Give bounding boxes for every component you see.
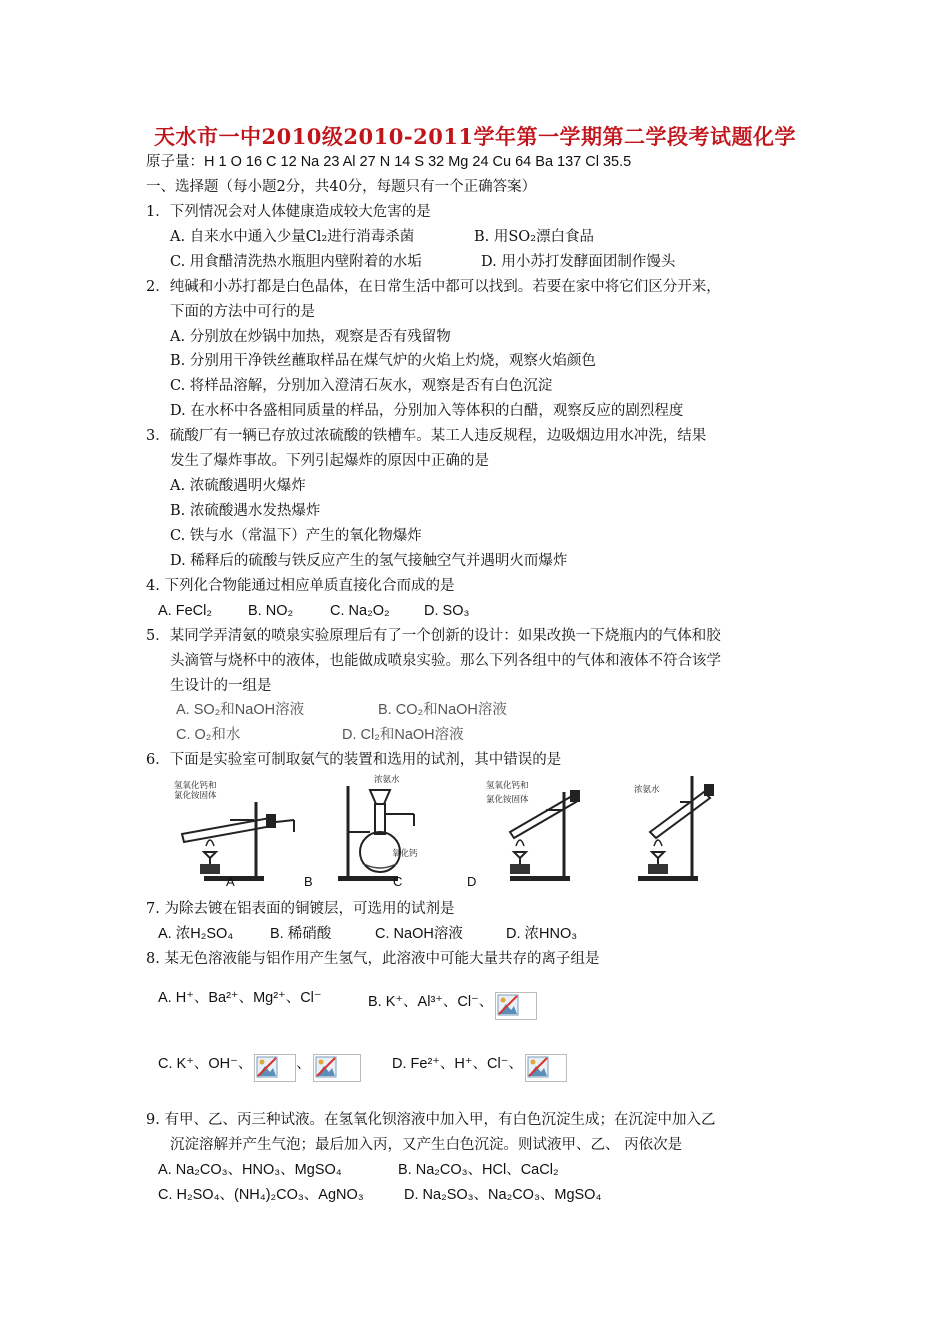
q4-option-d: D. SO₃ [424,603,470,619]
apparatus-c-label-1: 氢氧化钙和 [486,781,529,791]
missing-image-icon [495,992,537,1020]
q9-stem-1: 9. 有甲、乙、丙三种试液。在氢氧化钡溶液中加入甲，有白色沉淀生成；在沉淀中加入乙 [146,1112,716,1128]
q2-option-a: A. 分别放在炒锅中加热，观察是否有残留物 [170,329,451,345]
exam-title: 天水市一中2010级2010-2011学年第一学期第二学段考试题化学 [153,124,797,149]
q8-option-a: A. H⁺、Ba²⁺、Mg²⁺、Cl⁻ [158,990,322,1006]
q8-option-b: B. K⁺、Al³⁺、Cl⁻、 [368,993,494,1010]
apparatus-d-label-1: 浓氨水 [634,785,660,795]
q3-stem-1: 3．硫酸厂有一辆已存放过浓硫酸的铁槽车。某工人违反规程，边吸烟边用水冲洗，结果 [146,428,707,444]
q5-option-b: B. CO₂和NaOH溶液 [378,702,507,718]
apparatus-b-label-2: 氧化钙 [392,849,418,859]
q4-option-a: A. FeCl₂ [158,603,212,619]
atomic-mass-line: 原子量：H 1 O 16 C 12 Na 23 Al 27 N 14 S 32 Mg 24 Cu 64 Ba 137 Cl 35.5 [146,154,632,170]
q8-option-b-row [368,988,537,1016]
q9-option-d: D. Na₂SO₃、Na₂CO₃、MgSO₄ [404,1187,602,1203]
q9-option-b: B. Na₂CO₃、HCl、CaCl₂ [398,1162,559,1178]
q5-stem-1: 5．某同学弄清氨的喷泉实验原理后有了一个创新的设计：如果改换一下烧瓶内的气体和胶 [146,628,721,644]
q9-option-c: C. H₂SO₄、(NH₄)₂CO₃、AgNO₃ [158,1187,364,1203]
q3-option-b: B. 浓硫酸遇水发热爆炸 [170,503,321,519]
q2-option-c: C. 将样品溶解，分别加入澄清石灰水，观察是否有白色沉淀 [170,378,553,394]
q8-option-d-row [392,1050,567,1078]
apparatus-b-label-1: 浓氨水 [374,775,400,785]
apparatus-a-label-2: 氯化铵固体 [174,791,217,801]
apparatus-b-caption: B [304,874,313,889]
q3-option-d: D. 稀释后的硫酸与铁反应产生的氢气接触空气并遇明火而爆炸 [170,553,568,569]
missing-image-icon [254,1054,296,1082]
q5-option-d: D. Cl₂和NaOH溶液 [342,727,464,743]
q4-option-c: C. Na₂O₂ [330,603,390,619]
q5-option-a: A. SO₂和NaOH溶液 [176,702,305,718]
q2-stem-2: 下面的方法中可行的是 [170,304,315,320]
q8-option-c: C. K⁺、OH⁻、 [158,1055,253,1072]
q1-option-d: D. 用小苏打发酵面团制作馒头 [481,254,676,270]
apparatus-d-caption: D [467,874,477,889]
q2-option-d: D. 在水杯中各盛相同质量的样品，分别加入等体积的白醋，观察反应的剧烈程度 [170,403,684,419]
q9-stem-2: 沉淀溶解并产生气泡；最后加入丙，又产生白色沉淀。则试液甲、乙、 丙依次是 [170,1137,683,1153]
q8-stem: 8. 某无色溶液能与铝作用产生氢气，此溶液中可能大量共存的离子组是 [146,951,600,967]
q7-option-b: B. 稀硝酸 [270,926,332,942]
apparatus-a-label-1: 氢氧化钙和 [174,781,217,791]
section-heading: 一、选择题（每小题2分，共40分，每题只有一个正确答案） [146,179,537,195]
q8-option-c-separator: 、 [296,1055,311,1072]
q5-stem-3: 生设计的一组是 [170,678,272,694]
q1-stem: 1．下列情况会对人体健康造成较大危害的是 [146,204,431,220]
q7-stem: 7. 为除去镀在铝表面的铜镀层，可选用的试剂是 [146,901,455,917]
apparatus-b-figure [318,772,428,884]
missing-image-icon [313,1054,361,1082]
apparatus-c-caption: C [393,874,403,889]
q2-stem-1: 2．纯碱和小苏打都是白色晶体，在日常生活中都可以找到。若要在家中将它们区分开来， [146,279,721,295]
q2-option-b: B. 分别用干净铁丝蘸取样品在煤气炉的火焰上灼烧，观察火焰颜色 [170,353,596,369]
q3-option-c: C. 铁与水（常温下）产生的氧化物爆炸 [170,528,422,544]
q7-option-c: C. NaOH溶液 [375,926,463,942]
q8-option-c-row [158,1050,361,1078]
q4-stem: 4. 下列化合物能通过相应单质直接化合而成的是 [146,578,455,594]
q5-option-c: C. O₂和水 [176,727,241,743]
apparatus-c-label-2: 氯化铵固体 [486,795,529,805]
q1-option-a: A. 自来水中通入少量Cl₂进行消毒杀菌 [170,229,415,245]
q3-stem-2: 发生了爆炸事故。下列引起爆炸的原因中正确的是 [170,453,489,469]
apparatus-a-caption: A [226,874,235,889]
q6-stem: 6．下面是实验室可制取氨气的装置和选用的试剂，其中错误的是 [146,752,562,768]
q1-option-c: C. 用食醋清洗热水瓶胆内壁附着的水垢 [170,254,422,270]
q7-option-a: A. 浓H₂SO₄ [158,926,234,942]
q1-option-b: B. 用SO₂漂白食品 [474,229,595,245]
q8-option-d: D. Fe²⁺、H⁺、Cl⁻、 [392,1055,523,1072]
q3-option-a: A. 浓硫酸遇明火爆炸 [170,478,306,494]
q5-stem-2: 头滴管与烧杯中的液体，也能做成喷泉实验。那么下列各组中的气体和液体不符合该学 [170,653,721,669]
q7-option-d: D. 浓HNO₃ [506,926,578,942]
apparatus-c-figure [480,772,590,884]
missing-image-icon [525,1054,567,1082]
apparatus-d-figure [630,772,730,884]
q4-option-b: B. NO₂ [248,603,294,619]
apparatus-a-figure [170,772,300,884]
q9-option-a: A. Na₂CO₃、HNO₃、MgSO₄ [158,1162,342,1178]
